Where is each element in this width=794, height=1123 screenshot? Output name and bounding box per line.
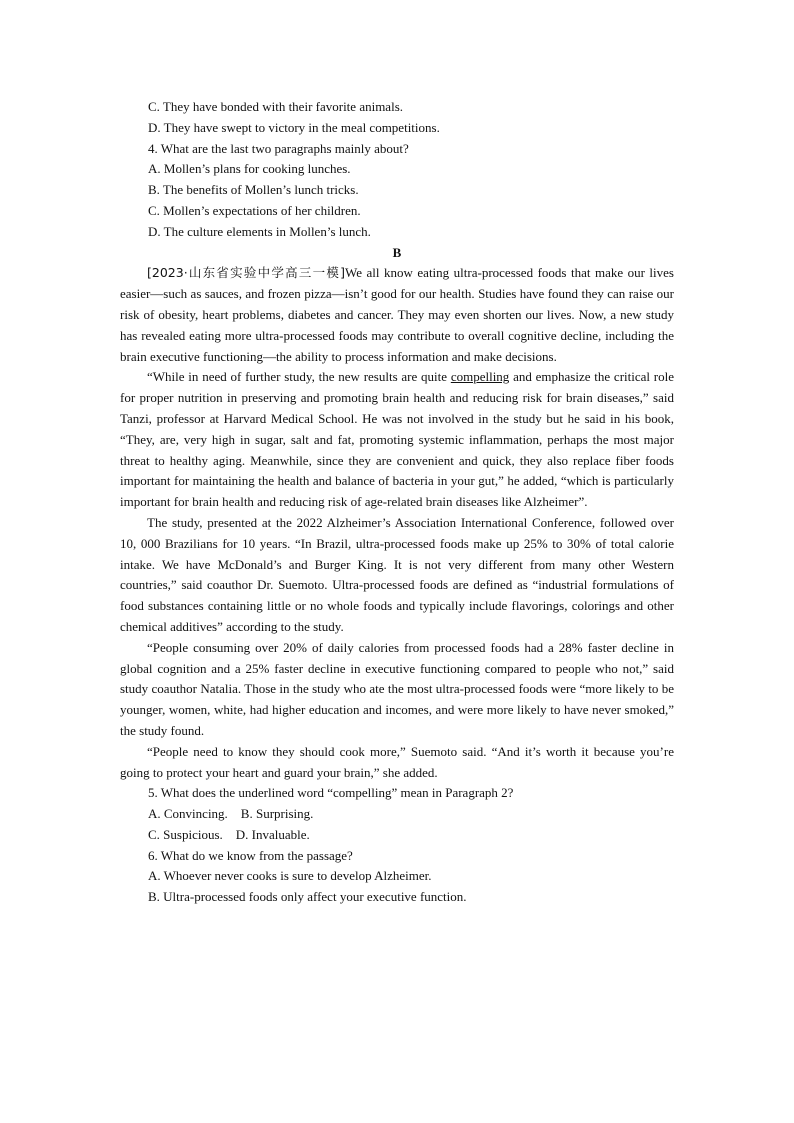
question-6-option-b: B. Ultra-processed foods only affect your executive function. <box>148 889 467 905</box>
question-6-option-a: A. Whoever never cooks is sure to develop Alzheimer. <box>148 868 432 884</box>
question-4: 4. What are the last two paragraphs mainly about? <box>148 140 409 156</box>
passage-paragraph-2 <box>120 367 674 513</box>
option-c: C. They have bonded with their favorite animals. <box>148 99 403 114</box>
passage-paragraph-3: The study, presented at the 2022 Alzheimer’s Association International Conference, followed over 10, 000 Brazilians for 10 years. “In Brazil, ultra-processed foods make up 25% to 30% of total calorie intake. We have McDonald’s and Burger King. It is not very different from many other Western countries,” said coauthor Dr. Suemoto. Ultra-processed foods are defined as “industrial formulations of food substances containing little or no whole foods and typically include flavorings, colorings and other chemical additives” according to the study. <box>120 514 674 634</box>
passage-paragraph-4: “People consuming over 20% of daily calories from processed foods had a 28% faster decline in global cognition and a 25% faster decline in executive functioning compared to people who not,” said study coauthor Natalia. Those in the study who ate the most ultra-processed foods were “more likely to be younger, women, white, had higher education and incomes, and were more likely to have never smoked,” the study found. <box>120 639 674 738</box>
paragraph-1-text: We all know eating ultra-processed foods that make our lives easier—such as sauces, and frozen pizza—isn’t good for our health. Studies have found they can raise our risk of obesity, heart problems, diabetes and cancer. They may even shorten our lives. Now, a new study has revealed eating more ultra-processed foods may contribute to overall cognitive decline, including the brain executive functioning—the ability to process information and make decisions. <box>120 265 674 364</box>
passage-paragraph-5: “People need to know they should cook more,” Suemoto said. “And it’s worth it because you’re going to protect your heart and guard your brain,” she added. <box>120 743 674 780</box>
section-label: B <box>392 244 402 260</box>
question-4-option-a: A. Mollen’s plans for cooking lunches. <box>148 161 351 177</box>
paragraph-2-text-before: “While in need of further study, the new results are quite <box>147 369 451 385</box>
underlined-word: compelling <box>450 369 510 385</box>
question-5: 5. What does the underlined word “compelling” mean in Paragraph 2? <box>148 785 514 801</box>
option-d: D. They have swept to victory in the meal competitions. <box>148 119 440 135</box>
question-5-options-ab: A. Convincing. B. Surprising. <box>148 806 314 822</box>
question-5-options-cd: C. Suspicious. D. Invaluable. <box>148 826 310 842</box>
question-4-option-d: D. The culture elements in Mollen’s lunch. <box>148 223 371 239</box>
question-4-option-b: B. The benefits of Mollen’s lunch tricks. <box>148 182 359 198</box>
source-tag: [2023·山东省实验中学高三一模] <box>147 265 346 281</box>
paragraph-2-text-after: and emphasize the critical role for proper nutrition in preserving and promoting brain health and reducing risk for brain diseases,” said Tanzi, professor at Harvard Medical School. He was not involved in the study but he said in his book, “They, are, very high in sugar, salt and fat, promoting systemic inflammation, perhaps the most major threat to healthy aging. Meanwhile, since they are convenient and quick, they also replace fiber foods important for maintaining the health and balance of bacteria in your gut,” he added, “which is particularly important for brain health and reducing risk of age-related brain diseases like Alzheimer”. <box>120 369 674 510</box>
question-6: 6. What do we know from the passage? <box>148 847 353 863</box>
question-4-option-c: C. Mollen’s expectations of her children. <box>148 202 361 218</box>
passage-paragraph-1 <box>120 263 674 367</box>
